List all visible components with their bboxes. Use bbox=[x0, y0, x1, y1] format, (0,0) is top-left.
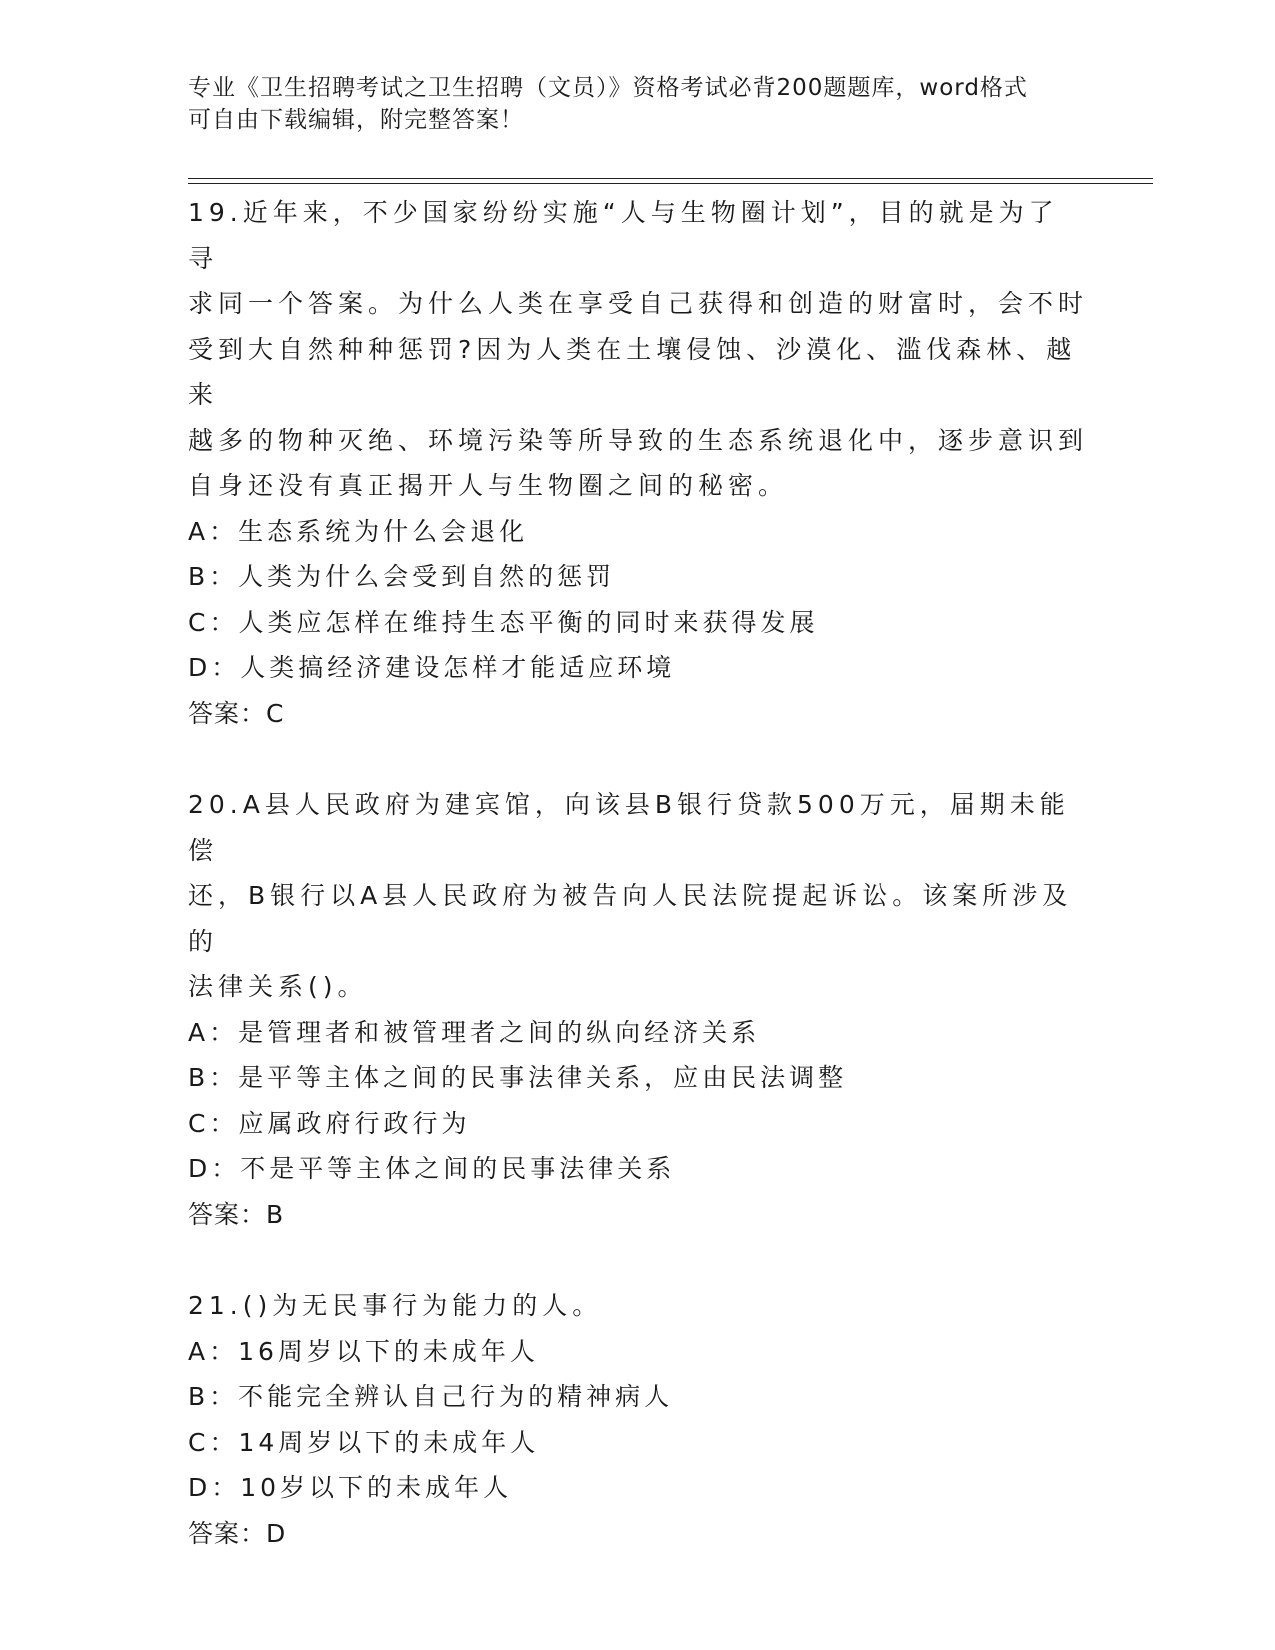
answer-line: 答案：C bbox=[188, 698, 285, 728]
question-text-line: 法律关系()。 bbox=[188, 972, 368, 1001]
page-header bbox=[188, 72, 1088, 136]
question-text-line: 21.()为无民事行为能力的人。 bbox=[188, 1291, 603, 1320]
option-b: B：人类为什么会受到自然的惩罚 bbox=[188, 562, 616, 591]
question-text-line: 19.近年来，不少国家纷纷实施“人与生物圈计划”，目的就是为了寻 bbox=[188, 198, 1059, 273]
option-a: A：生态系统为什么会退化 bbox=[188, 516, 529, 546]
question-text-line: 求同一个答案。为什么人类在享受自己获得和创造的财富时，会不时 bbox=[188, 289, 1089, 318]
answer-line: 答案：D bbox=[188, 1518, 287, 1548]
question-text-line: 受到大自然种种惩罚?因为人类在土壤侵蚀、沙漠化、滥伐森林、越来 bbox=[188, 334, 1077, 409]
option-d: D：10岁以下的未成年人 bbox=[188, 1473, 513, 1502]
option-d: D：不是平等主体之间的民事法律关系 bbox=[188, 1154, 676, 1183]
question-19 bbox=[188, 190, 1088, 736]
question-text-line: 20.A县人民政府为建宾馆，向该县B银行贷款500万元，届期未能偿 bbox=[188, 790, 1070, 865]
answer-line: 答案：B bbox=[188, 1199, 285, 1229]
question-text-line: 越多的物种灭绝、环境污染等所导致的生态系统退化中，逐步意识到 bbox=[188, 425, 1089, 455]
option-a: A：16周岁以下的未成年人 bbox=[188, 1336, 539, 1366]
option-a: A：是管理者和被管理者之间的纵向经济关系 bbox=[188, 1017, 761, 1047]
option-b: B：不能完全辨认自己行为的精神病人 bbox=[188, 1382, 674, 1411]
option-c: C：应属政府行政行为 bbox=[188, 1108, 471, 1138]
header-rule-bottom bbox=[188, 183, 1153, 184]
question-list bbox=[188, 190, 1088, 1602]
question-21 bbox=[188, 1283, 1088, 1556]
question-text-line: 自身还没有真正揭开人与生物圈之间的秘密。 bbox=[188, 471, 789, 500]
question-20 bbox=[188, 782, 1088, 1237]
header-line-2: 可自由下载编辑，附完整答案！ bbox=[188, 107, 524, 133]
option-d: D：人类搞经济建设怎样才能适应环境 bbox=[188, 653, 676, 682]
header-line-1: 专业《卫生招聘考试之卫生招聘（文员）》资格考试必背200题题库，word格式 bbox=[188, 75, 1028, 101]
header-rule-top bbox=[188, 178, 1153, 179]
option-c: C：14周岁以下的未成年人 bbox=[188, 1427, 540, 1457]
question-text-line: 还，B银行以A县人民政府为被告向人民法院提起诉讼。该案所涉及的 bbox=[188, 881, 1073, 956]
option-b: B：是平等主体之间的民事法律关系，应由民法调整 bbox=[188, 1063, 848, 1092]
option-c: C：人类应怎样在维持生态平衡的同时来获得发展 bbox=[188, 607, 819, 637]
